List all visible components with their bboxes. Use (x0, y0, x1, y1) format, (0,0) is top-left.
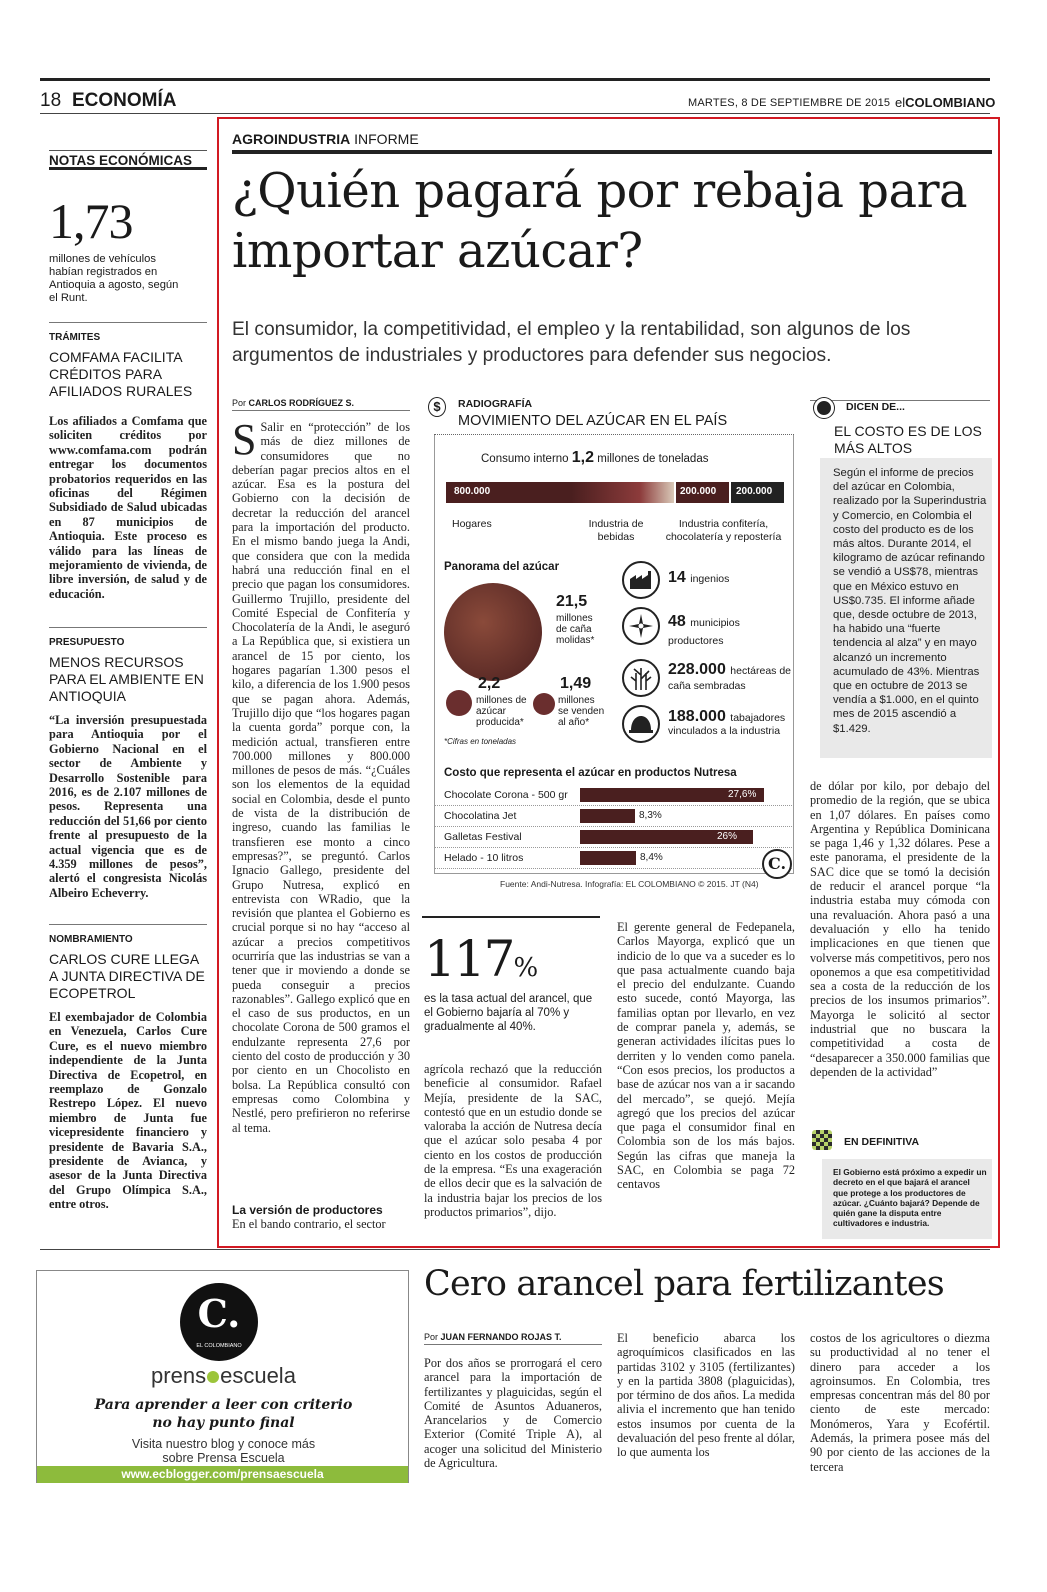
checker-icon (812, 1130, 832, 1150)
bubble-azucar-label: millones de azúcar producida* (476, 695, 527, 728)
consumo-value: 1,2 (571, 449, 595, 466)
bottom-byline-rule (424, 1344, 602, 1345)
stat-municipios-value: 48 (668, 613, 686, 630)
drop-cap: S (232, 420, 257, 464)
speech-icon (814, 398, 834, 418)
helmet-icon (622, 705, 660, 743)
bubble-note: *Cifras en toneladas (444, 737, 517, 746)
section-name: ECONOMÍA (72, 90, 177, 111)
cost-row (434, 848, 794, 869)
big-number: 1,73 (49, 193, 133, 249)
stat-trabajadores (668, 708, 793, 737)
sidebar-item (49, 934, 207, 1212)
dicen-header (810, 401, 990, 421)
info-source: Fuente: Andi-Nutresa. Infografía: EL COLOMBIANO © 2015. JT (N4) (500, 879, 759, 889)
big-stat-unit: % (513, 953, 537, 983)
stat-hectareas (668, 663, 793, 693)
ad-logo-sub: EL COLOMBIANO (196, 1343, 242, 1349)
infographic (426, 397, 796, 887)
bubble-azucar-value: 2,2 (478, 675, 501, 692)
dollar-icon: $ (428, 397, 446, 417)
bottom-byline-author: JUAN FERNANDO ROJAS T. (440, 1332, 562, 1342)
bottom-byline-prefix: Por (424, 1332, 439, 1342)
cost-bar (580, 851, 636, 865)
hogares-value: 800.000 (454, 486, 491, 497)
stat-trabajadores-value: 188.000 (668, 708, 726, 725)
bottom-byline (424, 1332, 562, 1342)
cost-chart (434, 785, 794, 875)
byline-rule (232, 410, 410, 411)
factory-icon (622, 561, 660, 599)
bottom-column-3: costos de los agricultores o diezma su productividad al no tener el dinero para acceder a los agroinsumos. En Colombia, tres empresas concentran más del 80 por ciento de este mercado: Monómeros, Yara y Ecofértil. Además, la primera posee más del 90 por ciento de las acciones de la tercera (810, 1331, 990, 1474)
column-subhead: La versión de productores (232, 1203, 383, 1217)
consumo-prefix: Consumo interno (481, 453, 569, 465)
masthead-name: COLOMBIANO (905, 95, 996, 110)
cost-title: Costo que representa el azúcar en productos Nutresa (444, 767, 737, 779)
header-rule (40, 113, 990, 114)
bubble-canha (444, 583, 542, 681)
ad-logo-letter: C. (197, 1291, 241, 1336)
cost-row (434, 785, 794, 806)
sidebar-kicker: PRESUPUESTO (49, 637, 125, 648)
notes-title: NOTAS ECONÓMICAS (49, 153, 193, 168)
separator (49, 924, 207, 925)
notes-title-box (49, 150, 207, 170)
stat-ingenios-label: ingenios (690, 573, 730, 585)
cost-bar-label: 27,6% (728, 789, 757, 800)
article-byline (232, 398, 354, 408)
bottom-column-2: El beneficio abarca los agroquímicos clasificados en las partidas 3102 y 3105 (fertilizantes) y en la partida 3808 (plaguicidas), por término de dos años. La medida alivia el incremento que han tenido estos insumos por cuenta de la devaluación del peso frente al dólar, lo que aumenta los (617, 1331, 795, 1460)
sidebar-headline: MENOS RECURSOS PARA EL AMBIENTE EN ANTIOQUIA (49, 654, 204, 704)
cost-bar-label: 26% (717, 831, 738, 842)
sidebar-headline: COMFAMA FACILITA CRÉDITOS PARA AFILIADOS RURALES (49, 349, 193, 399)
cost-row (434, 827, 794, 848)
big-stat-text: es la tasa actual del arancel, que el Gobierno bajaría al 70% y gradualmente al 40%. (424, 993, 593, 1033)
ad-logo-circle (180, 1283, 258, 1361)
definitiva-body: El Gobierno está próximo a expedir un decreto en el que bajará el arancel que protege a los productores de azúcar. ¿Cuánto bajará? Depende de quién gane la disputa entre cultivadores e industria. (833, 1167, 987, 1229)
ad-brand-b: escuela (220, 1363, 296, 1388)
byline-prefix: Por (232, 398, 247, 408)
colombiano-logo: C. (762, 849, 792, 879)
big-stat (424, 930, 536, 988)
definitiva-header (810, 1128, 990, 1154)
dicen-title: EL COSTO ES DE LOS MÁS ALTOS (834, 423, 990, 462)
prensa-escuela-ad[interactable] (36, 1270, 409, 1483)
bubble-azucar (446, 690, 472, 716)
bubble-canha-value: 21,5 (556, 593, 588, 610)
dicen-box (810, 400, 990, 462)
big-number-text: millones de vehículos habían registrados en Antioquia a agosto, según el Runt. (49, 253, 179, 304)
ad-line-1: Visita nuestro blog y conoce más (131, 1437, 316, 1451)
sugarcane-icon (622, 659, 660, 697)
bubble-venta-label: millones se venden al año* (558, 695, 605, 728)
ad-slogan-2: no hay punto final (152, 1415, 295, 1431)
stat-ingenios (668, 569, 729, 587)
byline-author: CARLOS RODRÍGUEZ S. (248, 398, 355, 408)
article-column-4: de dólar por kilo, por debajo del promedio de la región, que se ubica en 1,07 dólares. En países como Argentina y República Dominicana se paga 1,46 y 1,32 dólares. Pese a este panorama, el presidente de la SAC dice que se tomó la decisión de reducir el arancel porque “la industria estaba muy cómoda con una revaluación. Ahora pasó a una devaluación y ello ha tenido implicaciones en que tienen que volverse más competitivos, pero nos oponemos a que esa competitividad sea a costa de la reducción de los precios de los insumos primarios”. Mayorga le solicitó al sector industrial que no buscara la competitividad a costa de “desaparecer a 350.000 familias que dependen de la actividad” (810, 779, 990, 1079)
sidebar-body: “La inversión presupuestada para Antioquia por el Gobierno Nacional en el sector de Ambiente y Desarrollo Sostenible para 2016, es de 2.107 millones de pesos. Representa una reducción del 51,66 por ciento frente al presupuesto de la actual vigencia que es de 4.359 millones de pesos”, alertó el congresista Nicolás Albeiro Echeverry. (49, 713, 207, 900)
cost-product-name: Helado - 10 litros (444, 852, 524, 864)
cost-product-name: Chocolatina Jet (444, 810, 517, 822)
bubble-venta-value: 1,49 (560, 675, 592, 692)
article-column-1 (232, 420, 410, 1196)
info-kicker: RADIOGRAFÍA (458, 398, 533, 410)
bubble-venta (533, 693, 555, 715)
cost-bar-label: 8,3% (639, 810, 662, 821)
bottom-headline: Cero arancel para fertilizantes (424, 1264, 944, 1304)
dicen-body: Según el informe de precios del azúcar en Colombia, realizado por la Superindustria y Comercio, en Colombia el costo del producto es de los más altos. Durante 2014, el kilogramo de azúcar refinando se vendió a US$78, mientras que en México estuvo en US$0.735. El informe añade que, desde octubre de 2013, ha habido una “fuerte tendencia al alza” y en mayo alcanzó un incremento acumulado de 43%. Mientras que en octubre de 2013 se vendía a $1.000, en el quinto mes de 2015 ascendió a $1.429. (833, 467, 987, 735)
cost-product-name: Chocolate Corona - 500 gr (444, 789, 568, 801)
ad-line-2: sobre Prensa Escuela (162, 1451, 285, 1465)
article-kicker-light: INFORME (354, 131, 419, 147)
consumo-suffix: millones de toneladas (597, 453, 709, 465)
stat-hectareas-value: 228.000 (668, 661, 726, 678)
sidebar-kicker: TRÁMITES (49, 332, 101, 343)
cost-row (434, 806, 794, 827)
ad-brand-a: prens (151, 1363, 207, 1388)
date-line: MARTES, 8 DE SEPTIEMBRE DE 2015 (688, 97, 891, 109)
stat-ingenios-value: 14 (668, 569, 686, 586)
consumo-bar (446, 482, 784, 503)
definitiva-box (810, 1128, 990, 1154)
big-stat-value: 117 (424, 930, 514, 988)
cost-bar-label: 8,4% (640, 852, 663, 863)
article-column-1-text: Salir en “protección” de los más de diez millones de consumidores que no deberían pagar precios altos en el azúcar. Esa es la postura del Gobierno con la decisión de decretar la reducción del arancel para la importación del producto. En el mismo bando juega la Andi, que considera que con la medida habrá una reducción final en el precio que pagan los consumidores. Guillermo Trujillo, presidente del Comité Especial de Confitería y Chocolatería de la Andi, le aseguró a La República que, si existiera un arancel de 15 por ciento, los hogares pagarían 1.300 pesos el kilo, a diferencia de los 1.900 pesos que se pagan ahora. Además, Trujillo dijo que “los hogares pagan la cuenta gorda” porque con, la medición actual, transfieren entre 700.000 millones y 800.000 millones de pesos de más. “¿Cuáles son los elementos de la equidad social en Colombia, desde el punto de vista de la distribución de ingreso, cuando las familias le transfieren ese monto a cinco empresas?”, se preguntó. Carlos Ignacio Gallego, presidente del Grupo Nutresa, explicó en entrevista con WRadio, que la revisión que plantea el Gobierno es crucial porque si no hay “acceso al azúcar a precios competitivos ocurriría que las industrias se van a tener que ir moviendo a donde se pueda conseguir a precios razonables”. Gallego explicó que en el caso de sus productos, en un chocolate Corona de 500 gramos el endulzante representa 27,6 por ciento del costo de producción y 30 por ciento en un Chocolisto en bolsa. La República consultó con empresas como Colombina y Nestlé, pero prefirieron no referirse al tema. (232, 420, 410, 1135)
page-number: 18 (40, 90, 62, 111)
confiteria-label: Industria confitería, chocolatería y repostería (665, 518, 782, 543)
stat-hectareas-label: hectáreas de caña sembradas (668, 665, 792, 692)
sidebar-item (49, 637, 207, 900)
separator (49, 627, 207, 628)
article-headline: ¿Quién pagará por rebaja para importar azúcar? (232, 163, 968, 279)
sidebar-body: El exembajador de Colombia en Venezuela, Carlos Cure Cure, es el nuevo miembro independiente de la Junta Directiva de Ecopetrol, en reemplazo de Gonzalo Restrepo López. El nuevo miembro de Junta fue vicepresidente financiero y presidente de Bavaria S.A., presidente de Avianca, y asesor de la Junta Directiva del Grupo Olímpica S.A., entre otros. (49, 1010, 207, 1212)
bottom-column-1: Por dos años se prorrogará el cero arancel para la importación de fertilizantes y plaguicidas, según el Comité de Asuntos Aduaneros, Arancelarios y de Comercio Exterior (Comité Triple A), al acoger una solicitud del Ministerio de Agricultura. (424, 1356, 602, 1471)
ad-slogan-1: Para aprender a leer con criterio (94, 1397, 353, 1413)
top-rule (40, 78, 990, 81)
article-column-2: agrícola rechazó que la reducción beneficie al consumidor. Rafael Mejía, presidente de la SAC, contestó que en un estudio donde se valoraba la acción de Nutresa decía que el azúcar solo pesaba 4 por ciento en los costos de producción de la empresa. “Es una exageración de ellos decir que es la salvación de la industria bajar los precios de los productos primarios”, dijo. (424, 1062, 602, 1219)
article-dek: El consumidor, la competitividad, el empleo y la rentabilidad, son algunos de los argumentos de industriales y productores para defender sus negocios. (232, 319, 911, 366)
article-column-3: El gerente general de Fedepanela, Carlos Mayorga, explicó que un indicio de lo que va a suceder es lo que pasa actualmente cuando baja el precio del endulzante. Cuando esto sucede, contó Mayorga, las familias optan por llevarlo, en vez de comprar panela y, además, se generan actividades ilícitas pues lo derriten y lo venden como panela. “Con esos precios, los productos a base de azúcar nos van a ir sacando del mercado”, se quejó. Mejía agregó que los precios del azúcar que paga el consumidor final en Colombia son de los más bajos. Según las cifras que maneja la SAC, en Colombia se paga 72 centavos (617, 920, 795, 1192)
dicen-kicker: DICEN DE... (846, 401, 905, 413)
headline-rule (232, 150, 992, 154)
ad-url[interactable]: www.ecblogger.com/prensaescuela (37, 1466, 408, 1483)
sidebar-headline: CARLOS CURE LLEGA A JUNTA DIRECTIVA DE ECOPETROL (49, 951, 205, 1001)
separator (49, 322, 207, 323)
info-title: MOVIMIENTO DEL AZÚCAR EN EL PAÍS (458, 413, 728, 429)
sidebar-kicker: NOMBRAMIENTO (49, 934, 133, 945)
bebidas-value: 200.000 (680, 486, 717, 497)
confiteria-value: 200.000 (736, 486, 773, 497)
article-kicker (232, 131, 419, 147)
ad-brand (37, 1363, 410, 1389)
bottom-rule (40, 1249, 990, 1250)
panorama-title: Panorama del azúcar (444, 561, 560, 573)
hogares-label: Hogares (452, 518, 492, 530)
sidebar-item (49, 332, 207, 601)
cost-product-name: Galletas Festival (444, 831, 522, 843)
column-1-end: En el bando contrario, el sector (232, 1217, 386, 1231)
info-dotted-rule (434, 434, 794, 435)
bebidas-label: Industria de bebidas (588, 518, 644, 543)
cost-bar (580, 809, 635, 823)
sidebar-body: Los afiliados a Comfama que soliciten créditos por www.comfama.com podrán entregar los documentos probatorios requeridos en las oficinas del Régimen Subsidiado de Salud ubicadas en 87 municipios de Antioquia. Este proceso es válido para las líneas de mejoramiento de vivienda, de libre inversión, de salud y de educación. (49, 414, 207, 601)
compass-icon (622, 607, 660, 645)
stat-rule (422, 916, 600, 918)
stat-trabajadores-label: tabajadores vinculados a la industria (668, 712, 786, 737)
ad-brand-dot (207, 1371, 219, 1383)
masthead (895, 95, 995, 110)
stat-municipios (668, 613, 788, 649)
stat-municipios-label: municipios productores (668, 617, 740, 647)
definitiva-kicker: EN DEFINITIVA (844, 1136, 920, 1148)
consumo-line (481, 449, 708, 467)
bubble-canha-label: millones de caña molidas* (556, 613, 595, 646)
masthead-prefix: el (895, 95, 906, 110)
article-kicker-bold: AGROINDUSTRIA (232, 131, 351, 147)
